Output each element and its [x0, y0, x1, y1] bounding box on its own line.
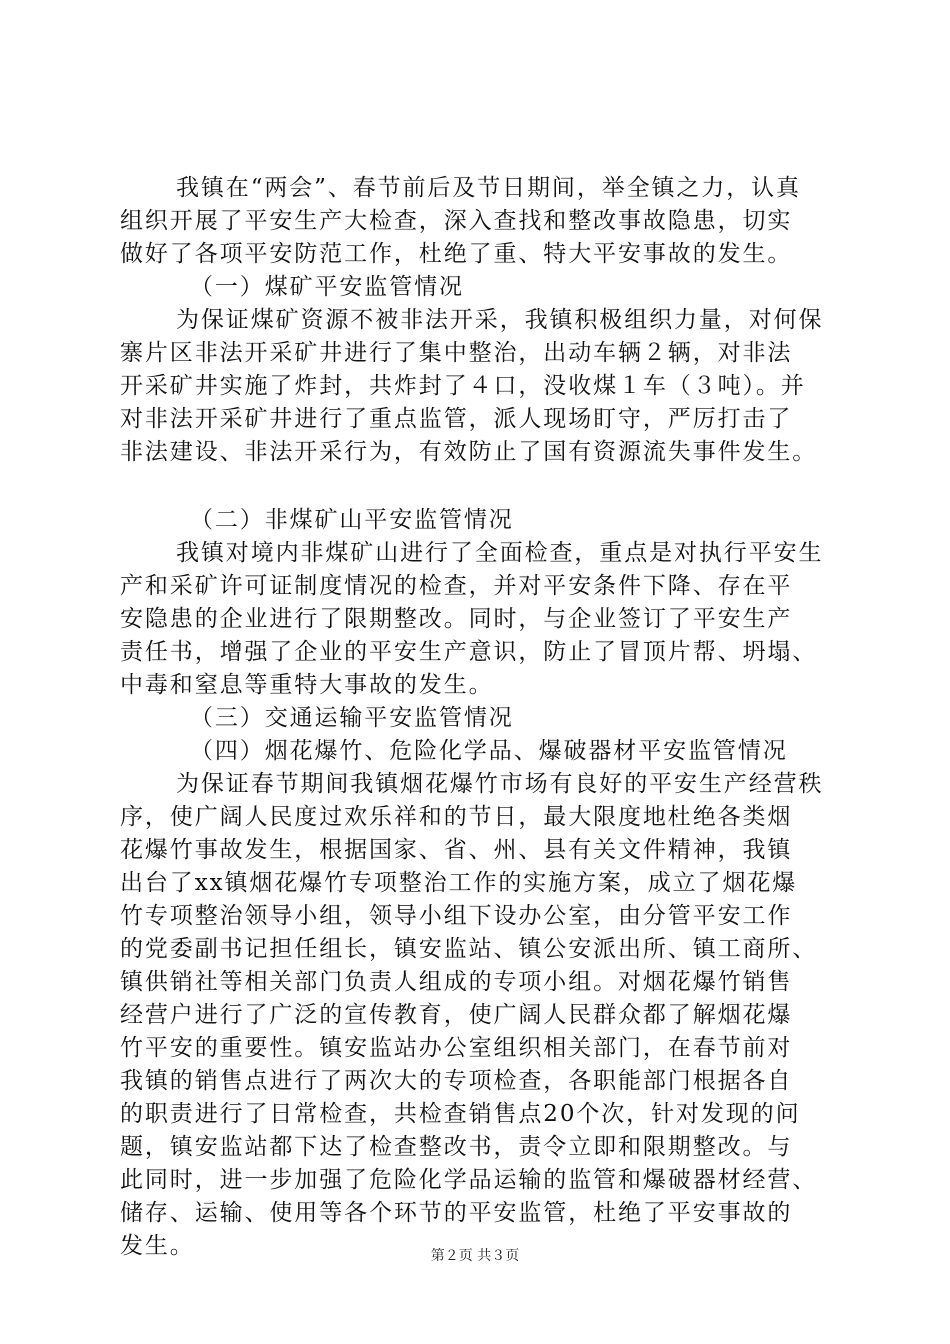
paragraph-line: 组织开展了平安生产大检查，深入查找和整改事故隐患，切实	[120, 208, 793, 234]
paragraph-line: 此同时，进一步加强了危险化学品运输的监管和爆破器材经营、	[120, 1167, 818, 1193]
page-footer: 第２页 共３页	[430, 1248, 520, 1264]
paragraph-line: 的党委副书记担任组长，镇安监站、镇公安派出所、镇工商所、	[120, 936, 818, 962]
paragraph-line: 竹专项整治领导小组，领导小组下设办公室，由分管平安工作	[120, 903, 793, 929]
paragraph-line: 责任书，增强了企业的平安生产意识，防止了冒顶片帮、坍塌、	[120, 639, 818, 665]
document-body	[120, 172, 840, 1263]
paragraph-line: 的职责进行了日常检查，共检查销售点20个次，针对发现的问	[120, 1101, 801, 1127]
paragraph-line: 为保证春节期间我镇烟花爆竹市场有良好的平安生产经营秩	[176, 771, 824, 797]
paragraph-line: 经营户进行了广泛的宣传教育，使广阔人民群众都了解烟花爆	[120, 1002, 793, 1028]
paragraph-line: 我镇对境内非煤矿山进行了全面检查，重点是对执行平安生	[176, 540, 824, 566]
paragraph-line: 竹平安的重要性。镇安监站办公室组织相关部门，在春节前对	[120, 1035, 793, 1061]
paragraph-line: 寨片区非法开采矿井进行了集中整治，出动车辆２辆，对非法	[120, 340, 793, 366]
paragraph-line: 我镇在“两会”、春节前后及节日期间，举全镇之力，认真	[176, 175, 801, 201]
section-heading: （四）烟花爆竹、危险化学品、爆破器材平安监管情况	[190, 738, 788, 764]
paragraph-line: 做好了各项平安防范工作，杜绝了重、特大平安事故的发生。	[120, 241, 793, 267]
paragraph-line: 发生。	[120, 1233, 195, 1259]
paragraph-line: 对非法开采矿井进行了重点监管，派人现场盯守，严厉打击了	[120, 406, 793, 432]
section-heading: （三）交通运输平安监管情况	[190, 705, 514, 731]
paragraph-gap	[120, 469, 840, 504]
section-heading: （二）非煤矿山平安监管情况	[190, 507, 514, 533]
paragraph-line: 储存、运输、使用等各个环节的平安监管，杜绝了平安事故的	[120, 1200, 793, 1226]
paragraph-line: 非法建设、非法开采行为，有效防止了国有资源流失事件发生。	[120, 439, 818, 465]
paragraph-line: 序，使广阔人民度过欢乐祥和的节日，最大限度地杜绝各类烟	[120, 804, 793, 830]
paragraph-line: 安隐患的企业进行了限期整改。同时，与企业签订了平安生产	[120, 606, 793, 632]
paragraph-line: 中毒和窒息等重特大事故的发生。	[120, 672, 494, 698]
paragraph-line: 产和采矿许可证制度情况的检查，并对平安条件下降、存在平	[120, 573, 793, 599]
section-heading: （一）煤矿平安监管情况	[190, 274, 464, 300]
paragraph-line: 题，镇安监站都下达了检查整改书，责令立即和限期整改。与	[120, 1134, 793, 1160]
paragraph-line: 出台了xx镇烟花爆竹专项整治工作的实施方案，成立了烟花爆	[120, 870, 798, 896]
paragraph-line: 开采矿井实施了炸封，共炸封了４口，没收煤１车（３吨）。并	[120, 373, 806, 399]
paragraph-line: 镇供销社等相关部门负责人组成的专项小组。对烟花爆竹销售	[120, 969, 793, 995]
paragraph-line: 为保证煤矿资源不被非法开采，我镇积极组织力量，对何保	[176, 307, 824, 333]
paragraph-line: 我镇的销售点进行了两次大的专项检查，各职能部门根据各自	[120, 1068, 793, 1094]
paragraph-line: 花爆竹事故发生，根据国家、省、州、县有关文件精神，我镇	[120, 837, 793, 863]
